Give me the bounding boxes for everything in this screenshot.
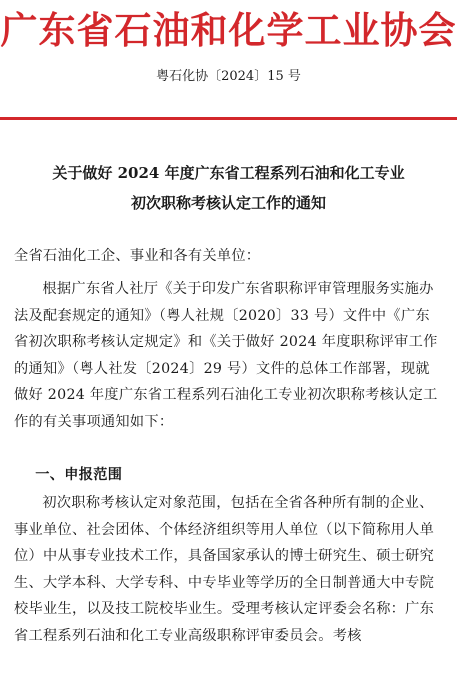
document-number: 粤石化协〔2024〕15 号 bbox=[156, 69, 301, 84]
addressee: 全省石油化工企、事业和各有关单位： bbox=[14, 248, 261, 264]
notice-title-line2: 初次职称考核认定工作的通知 bbox=[130, 194, 326, 212]
paragraph-1: 根据广东省人社厅《关于印发广东省职称评审管理服务实施办法及配套规定的通知》（粤人社规〔2020〕33 号）文件中《广东省初次职称考核认定规定》和《关于做好 2024 年度职称评审工作的通知》（粤人社发〔2024〕29 号）文件的总体工作部署，现就做好 2024 年度广东省工程系列石油化工专业初次职称考核认定工作的有关事项通知如下： bbox=[14, 281, 438, 430]
section-heading-1: 一、申报范围 bbox=[35, 467, 123, 483]
paragraph-2: 初次职称考核认定对象范围，包括在全省各种所有制的企业、事业单位、社会团体、个体经济组织等用人单位（以下简称用人单位）中从事专业技术工作，具备国家承认的博士研究生、硕士研究生、大学本科、大学专科、中专毕业等学历的全日制普通大中专院校毕业生，以及技工院校毕业生。受理考核认定评委会名称：广东省工程系列石油和化工专业高级职称评审委员会。考核 bbox=[14, 495, 435, 644]
notice-title-line1: 关于做好 2024 年度广东省工程系列石油和化工专业 bbox=[52, 164, 405, 182]
header-divider bbox=[0, 117, 457, 120]
organization-name: 广东省石油和化学工业协会 bbox=[0, 8, 457, 52]
